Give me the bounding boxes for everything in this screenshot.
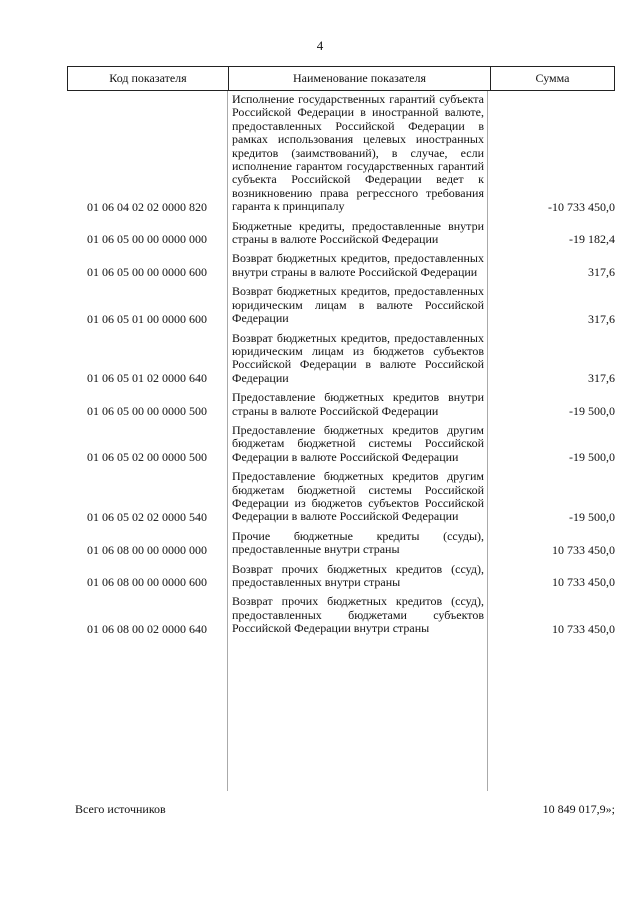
row-name: Возврат прочих бюджетных кредитов (ссуд), предоставленных внутри страны	[232, 561, 484, 589]
row-code: 01 06 05 02 02 0000 540	[87, 509, 207, 524]
row-sum: 10 733 450,0	[552, 542, 615, 557]
row-name: Предоставление бюджетных кредитов другим бюджетам бюджетной системы Российской Федерации из бюджетов субъектов Российской Федерации в валюте Российской Федерации	[232, 469, 484, 524]
row-code: 01 06 08 00 02 0000 640	[87, 621, 207, 636]
row-sum: 317,6	[588, 311, 615, 326]
header-sum: Сумма	[535, 71, 570, 85]
row-name: Бюджетные кредиты, предоставленные внутри страны в валюте Российской Федерации	[232, 218, 484, 247]
row-code: 01 06 08 00 00 0000 000	[87, 542, 207, 557]
table-row	[67, 470, 615, 524]
header-code: Код показателя	[68, 67, 229, 90]
row-sum: -19 500,0	[569, 509, 615, 524]
row-sum: -10 733 450,0	[548, 199, 615, 214]
table-row	[67, 332, 615, 386]
row-sum: 10 733 450,0	[552, 621, 615, 636]
row-code: 01 06 08 00 00 0000 600	[87, 575, 207, 590]
row-name: Исполнение государственных гарантий субъекта Российской Федерации в иностранной валюте, предоставленных Российской Федерации в рамках использования целевых иностранных кредитов (заимствований), в случае, если исполнение гарантом государственных гарантий субъекта Российской Федерации ведет к возникновению права регрессного требования гаранта к принципалу	[232, 92, 484, 214]
total-label: Всего источников	[75, 802, 166, 816]
table-row	[67, 93, 615, 214]
table-row	[67, 563, 615, 590]
page-number: 4	[316, 38, 324, 53]
table-body	[67, 93, 615, 642]
row-sum: -19 500,0	[569, 450, 615, 465]
row-name: Возврат прочих бюджетных кредитов (ссуд), предоставленных бюджетами субъектов Российской Федерации внутри страны	[232, 594, 484, 636]
row-name: Предоставление бюджетных кредитов внутри страны в валюте Российской Федерации	[232, 390, 484, 418]
row-sum: 317,6	[588, 371, 615, 386]
row-sum: 10 733 450,0	[552, 575, 615, 590]
row-sum: -19 182,4	[569, 232, 615, 247]
table-row	[67, 220, 615, 247]
row-code: 01 06 05 00 00 0000 600	[87, 265, 207, 280]
table-row	[67, 391, 615, 418]
row-name: Предоставление бюджетных кредитов другим бюджетам бюджетной системы Российской Федерации в валюте Российской Федерации	[232, 422, 484, 464]
header-name: Наименование показателя	[229, 67, 491, 90]
row-name: Возврат бюджетных кредитов, предоставленных юридическим лицам в валюте Российской Федерации	[232, 284, 484, 326]
row-code: 01 06 05 00 00 0000 000	[87, 232, 207, 247]
table-header	[67, 66, 615, 91]
row-code: 01 06 05 00 00 0000 500	[87, 403, 207, 418]
row-code: 01 06 05 01 00 0000 600	[87, 311, 207, 326]
table-row	[67, 595, 615, 635]
table-row	[67, 424, 615, 464]
row-sum: -19 500,0	[569, 403, 615, 418]
table-row	[67, 530, 615, 557]
row-code: 01 06 05 02 00 0000 500	[87, 450, 207, 465]
row-code: 01 06 04 02 02 0000 820	[87, 199, 207, 214]
row-sum: 317,6	[588, 265, 615, 280]
row-name: Прочие бюджетные кредиты (ссуды), предоставленные внутри страны	[232, 528, 484, 557]
row-code: 01 06 05 01 02 0000 640	[87, 371, 207, 386]
table-row	[67, 252, 615, 279]
row-name: Возврат бюджетных кредитов, предоставленных юридическим лицам из бюджетов субъектов Российской Федерации в валюте Российской Федерации	[232, 330, 484, 385]
total-row	[67, 802, 615, 817]
total-sum: 10 849 017,9»;	[542, 802, 615, 816]
row-name: Возврат бюджетных кредитов, предоставленных внутри страны в валюте Российской Федерации	[232, 251, 484, 279]
table-row	[67, 285, 615, 325]
